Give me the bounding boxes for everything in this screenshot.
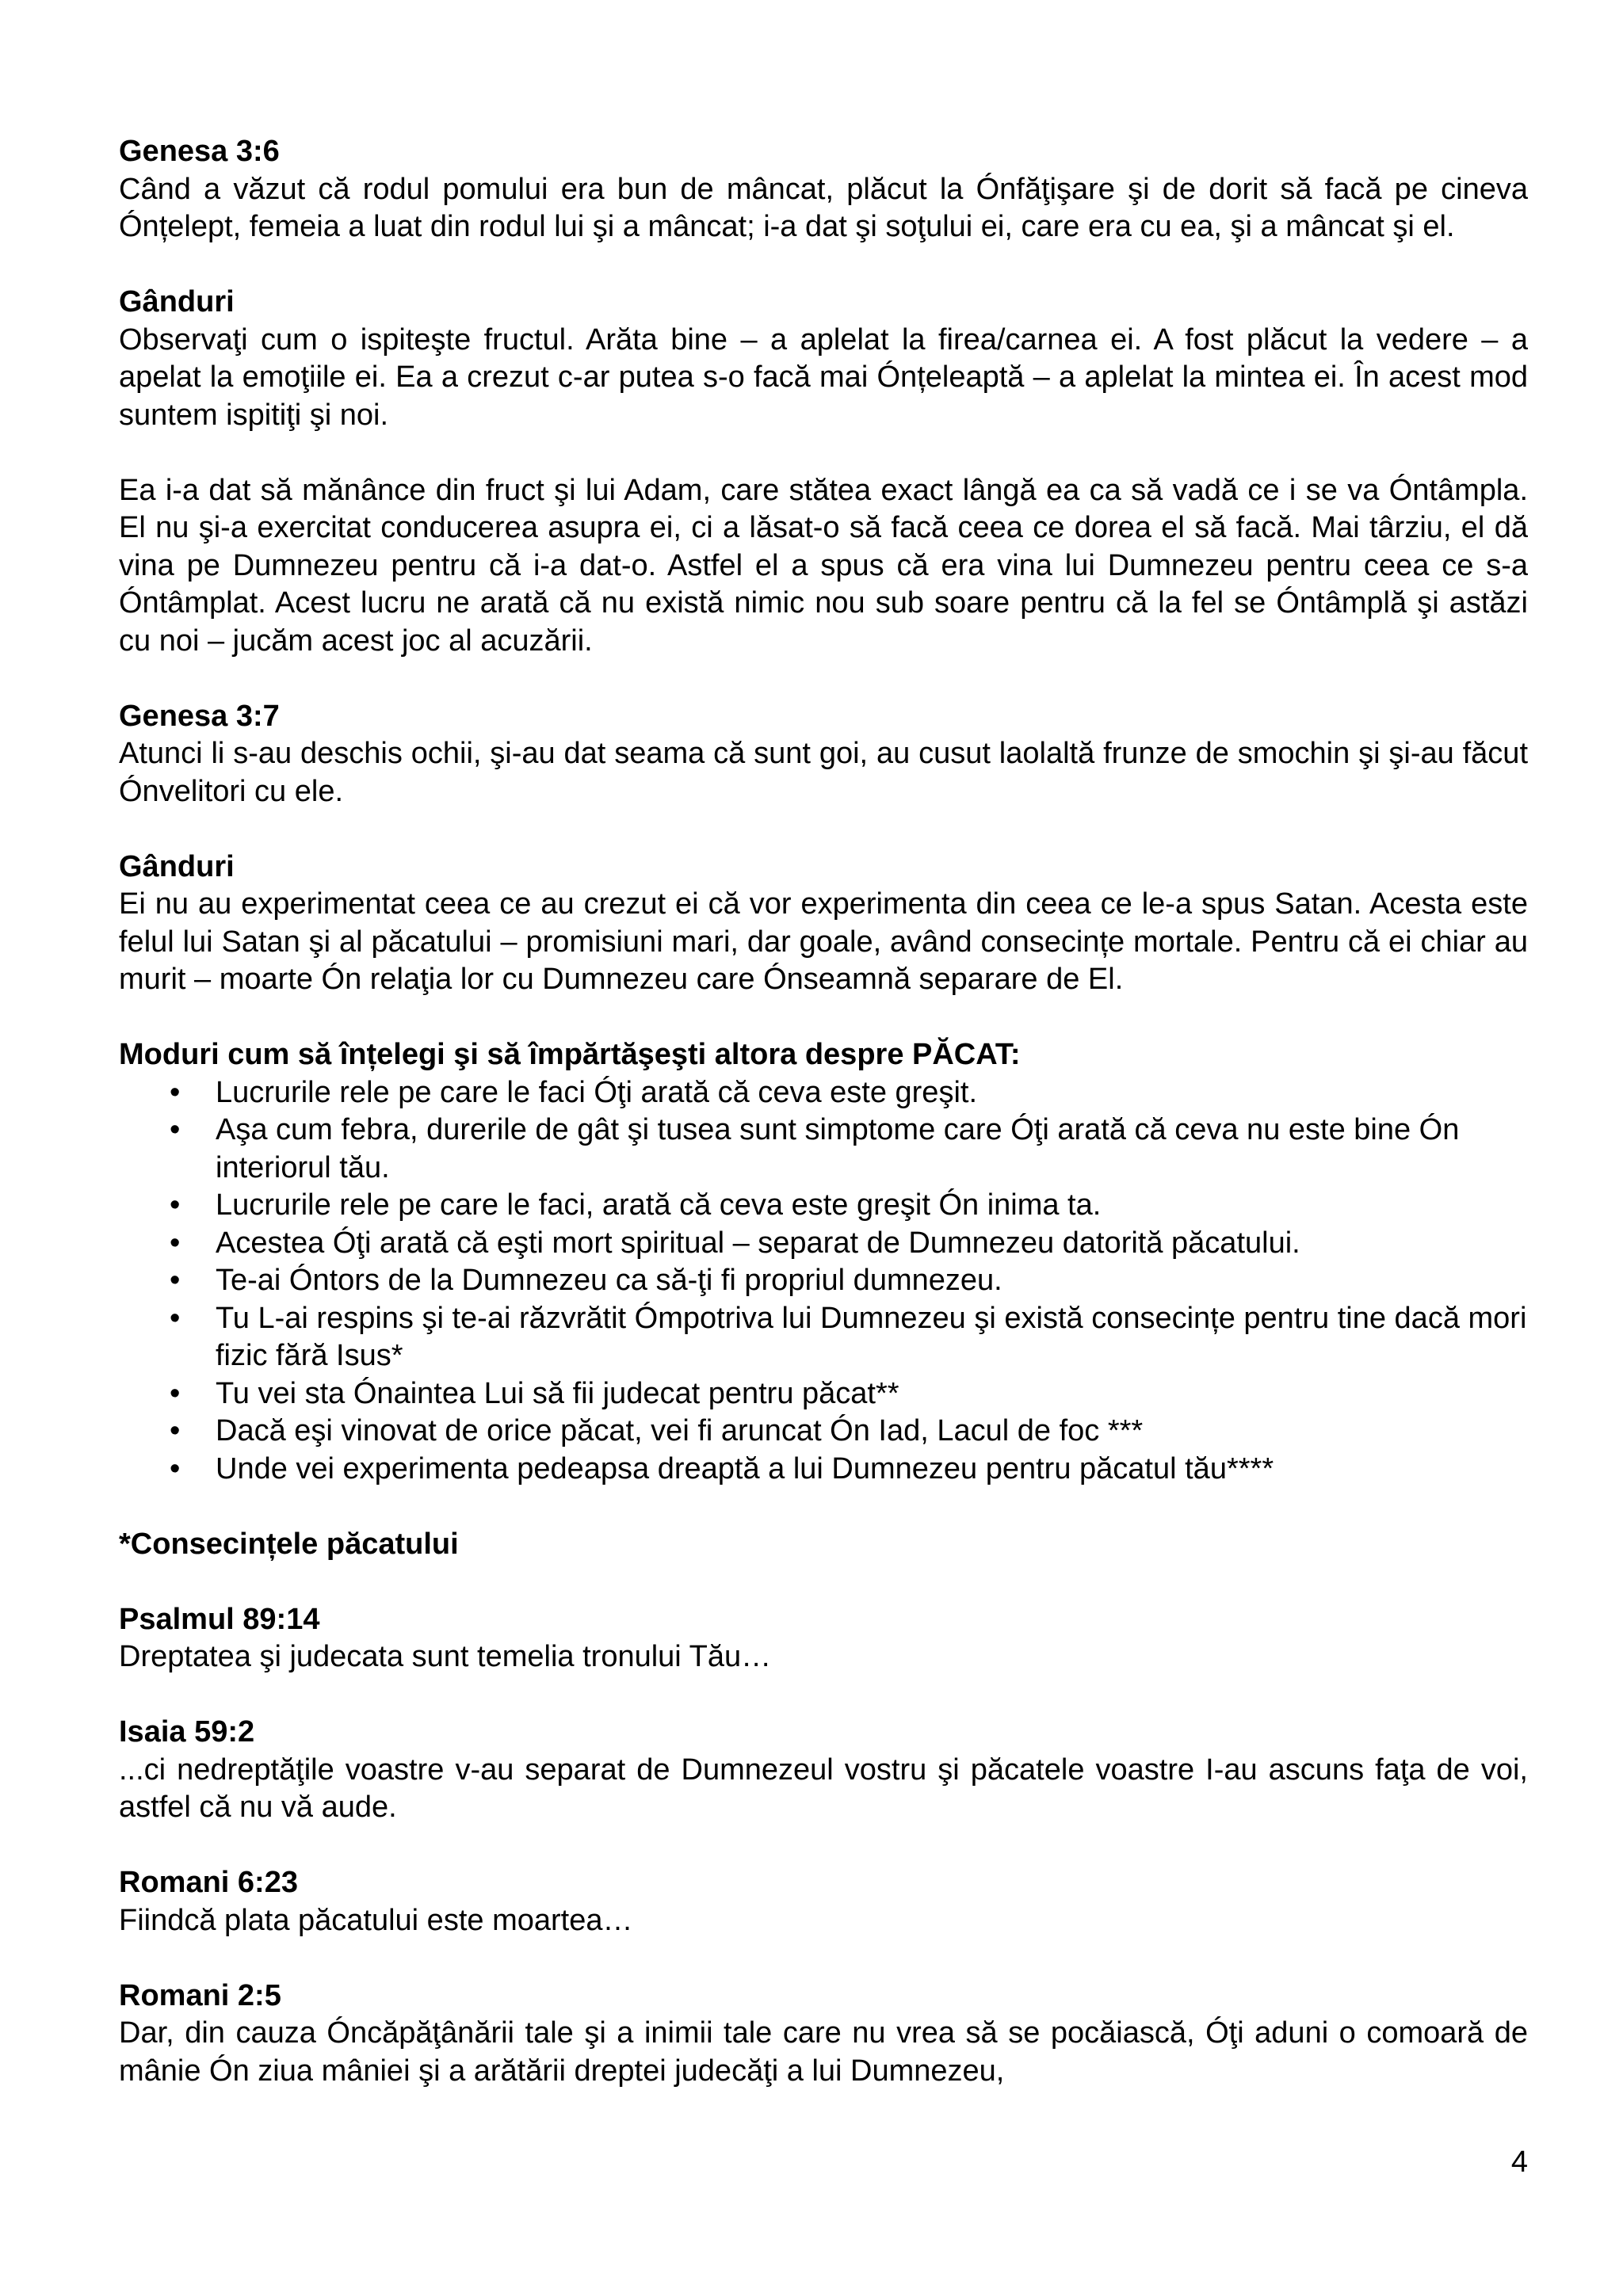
verse-text-romani-2-5: Dar, din cauza Óncăpăţânării tale şi a inimii tale care nu vrea să se pocăiască, Óţi aduni o comoară de mânie Ón ziua mâniei şi a arătării dreptei judecăţi a lui Dumnezeu, xyxy=(119,2016,1528,2088)
list-item: • Tu vei sta Ónaintea Lui să fii judecat pentru păcat** xyxy=(119,1375,1528,1413)
section-heading-isaia-59-2: Isaia 59:2 xyxy=(119,1715,255,1749)
list-item: • Acestea Óţi arată că eşti mort spiritual – separat de Dumnezeu datorită păcatului. xyxy=(119,1225,1528,1263)
sin-bullet-list xyxy=(119,1074,1528,1489)
document-page xyxy=(119,133,1528,2090)
section-heading-genesa-3-6: Genesa 3:6 xyxy=(119,135,280,168)
verse-text-romani-6-23: Fiindcă plata păcatului este moartea… xyxy=(119,1903,633,1937)
list-item: • Dacă eşi vinovat de orice păcat, vei fi aruncat Ón Iad, Lacul de foc *** xyxy=(119,1413,1528,1451)
verse-text-genesa-3-6: Când a văzut că rodul pomului era bun de mâncat, plăcut la Ónfăţişare şi de dorit să facă pe cineva Ónțelept, femeia a luat din rodul lui şi a mâncat; i-a dat şi soţului ei, care era cu ea, şi a mâncat şi el. xyxy=(119,172,1528,243)
section-heading-genesa-3-7: Genesa 3:7 xyxy=(119,699,280,733)
verse-text-psalmul-89-14: Dreptatea şi judecata sunt temelia tronului Tău… xyxy=(119,1640,772,1673)
section-heading-romani-2-5: Romani 2:5 xyxy=(119,1978,281,2012)
list-item: • Unde vei experimenta pedeapsa dreaptă a lui Dumnezeu pentru păcatul tău**** xyxy=(119,1451,1528,1489)
list-item: • Te-ai Óntors de la Dumnezeu ca să-ţi fi propriul dumnezeu. xyxy=(119,1262,1528,1300)
section-heading-consecinte: *Consecințele păcatului xyxy=(119,1527,459,1561)
section-heading-ganduri-1: Gânduri xyxy=(119,285,235,318)
list-item: • Tu L-ai respins şi te-ai răzvrătit Ómpotriva lui Dumnezeu şi există consecințe pentru tine dacă mori fizic fără Isus* xyxy=(119,1300,1528,1375)
list-item: • Aşa cum febra, durerile de gât şi tusea sunt simptome care Óţi arată că ceva nu este bine Ón interiorul tău. xyxy=(119,1112,1528,1187)
section-heading-moduri: Moduri cum să înțelegi şi să împărtăşeşti altora despre PĂCAT: xyxy=(119,1038,1021,1071)
paragraph-ganduri-2: Ei nu au experimentat ceea ce au crezut ei că vor experimenta din ceea ce le-a spus Satan. Acesta este felul lui Satan şi al păcatului – promisiuni mari, dar goale, având consecințe mortale. Pentru că ei chiar au murit – moarte Ón relaţia lor cu Dumnezeu care Ónseamnă separare de El. xyxy=(119,887,1528,996)
list-item: • Lucrurile rele pe care le faci, arată că ceva este greşit Ón inima ta. xyxy=(119,1187,1528,1225)
paragraph-ganduri-1b: Ea i-a dat să mănânce din fruct şi lui Adam, care stătea exact lângă ea ca să vadă ce i se va Óntâmpla. El nu şi-a exercitat conducerea asupra ei, ci a lăsat-o să facă ceea ce dorea el să facă. Mai târziu, el dă vina pe Dumnezeu pentru că i-a dat-o. Astfel el a spus că era vina lui Dumnezeu pentru ceea ce s-a Óntâmplat. Acest lucru ne arată că nu există nimic nou sub soare pentru că la fel se Óntâmplă şi astăzi cu noi – jucăm acest joc al acuzării. xyxy=(119,473,1528,658)
verse-text-isaia-59-2: ...ci nedreptăţile voastre v-au separat de Dumnezeul vostru şi păcatele voastre I-au ascuns faţa de voi, astfel că nu vă aude. xyxy=(119,1753,1528,1824)
section-heading-psalmul-89-14: Psalmul 89:14 xyxy=(119,1602,320,1636)
list-item: • Lucrurile rele pe care le faci Óţi arată că ceva este greşit. xyxy=(119,1074,1528,1112)
section-heading-ganduri-2: Gânduri xyxy=(119,849,235,883)
page-number: 4 xyxy=(1510,2145,1528,2179)
section-heading-romani-6-23: Romani 6:23 xyxy=(119,1866,298,1899)
verse-text-genesa-3-7: Atunci li s-au deschis ochii, şi-au dat seama că sunt goi, au cusut laolaltă frunze de smochin şi şi-au făcut Ónvelitori cu ele. xyxy=(119,737,1528,808)
paragraph-ganduri-1: Observaţi cum o ispiteşte fructul. Arăta bine – a aplelat la firea/carnea ei. A fost plăcut la vedere – a apelat la emoţiile ei. Ea a crezut c-ar putea s-o facă mai Ónțeleaptă – a aplelat la mintea ei. În acest mod suntem ispitiţi şi noi. xyxy=(119,322,1528,432)
